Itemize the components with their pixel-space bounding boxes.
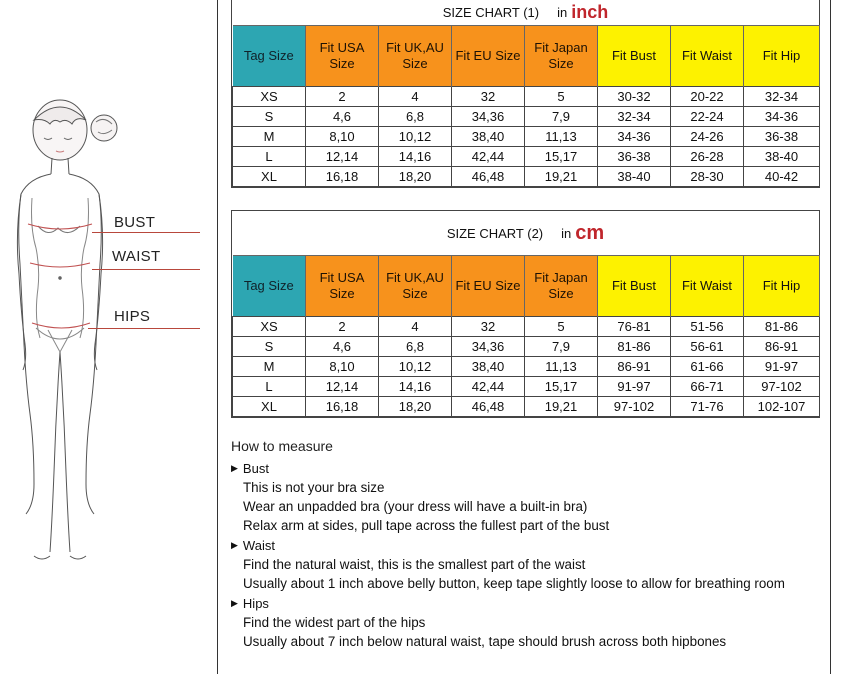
table-cell: 91-97 bbox=[744, 357, 820, 377]
table-cell: 40-42 bbox=[744, 167, 820, 187]
table-cell: 4 bbox=[379, 87, 452, 107]
table-cell: 4,6 bbox=[306, 337, 379, 357]
table-row bbox=[233, 107, 820, 127]
table-cell: 42,44 bbox=[452, 147, 525, 167]
table-cell: 102-107 bbox=[744, 397, 820, 417]
measure-instruction: Usually about 7 inch below natural waist, tape should brush across both hipbones bbox=[243, 634, 727, 649]
table-cell: 36-38 bbox=[744, 127, 820, 147]
tag-size-cell: M bbox=[233, 357, 306, 377]
unit-prefix: in bbox=[561, 225, 572, 241]
hips-label: HIPS bbox=[114, 308, 151, 325]
size-chart-cm bbox=[231, 210, 820, 418]
table-cell: 30-32 bbox=[598, 87, 671, 107]
bullet-triangle-icon: ▶ bbox=[231, 597, 238, 608]
measure-section-name: Hips bbox=[242, 595, 269, 611]
table-header-row bbox=[233, 256, 820, 317]
measure-instruction: Usually about 1 inch above belly button, keep tape slightly loose to allow for breathing room bbox=[243, 576, 785, 591]
chart-title-row bbox=[232, 0, 819, 25]
table-cell: 51-56 bbox=[671, 317, 744, 337]
table-cell: 38-40 bbox=[598, 167, 671, 187]
hips-pointer-line bbox=[88, 328, 200, 329]
table-cell: 18,20 bbox=[379, 167, 452, 187]
table-row bbox=[233, 397, 820, 417]
column-header: Fit Waist bbox=[671, 256, 744, 317]
table-cell: 32-34 bbox=[744, 87, 820, 107]
size-table bbox=[232, 255, 820, 417]
bullet-triangle-icon: ▶ bbox=[231, 462, 238, 473]
column-header: Fit Waist bbox=[671, 26, 744, 87]
table-cell: 32-34 bbox=[598, 107, 671, 127]
table-cell: 7,9 bbox=[525, 107, 598, 127]
table-row bbox=[233, 167, 820, 187]
table-cell: 19,21 bbox=[525, 167, 598, 187]
table-row bbox=[233, 357, 820, 377]
table-cell: 15,17 bbox=[525, 377, 598, 397]
table-row bbox=[233, 377, 820, 397]
measure-instruction: This is not your bra size bbox=[243, 480, 385, 495]
table-cell: 97-102 bbox=[744, 377, 820, 397]
table-cell: 26-28 bbox=[671, 147, 744, 167]
table-cell: 42,44 bbox=[452, 377, 525, 397]
table-cell: 15,17 bbox=[525, 147, 598, 167]
table-cell: 46,48 bbox=[452, 397, 525, 417]
table-row bbox=[233, 127, 820, 147]
chart-title-row bbox=[232, 211, 819, 255]
table-cell: 11,13 bbox=[525, 127, 598, 147]
table-row bbox=[233, 147, 820, 167]
column-header: Fit Bust bbox=[598, 26, 671, 87]
column-header: Fit Hip bbox=[744, 256, 820, 317]
tag-size-cell: XL bbox=[233, 167, 306, 187]
table-cell: 38,40 bbox=[452, 127, 525, 147]
table-header-row bbox=[233, 26, 820, 87]
table-cell: 7,9 bbox=[525, 337, 598, 357]
column-header: Fit USA Size bbox=[306, 256, 379, 317]
column-header: Fit Bust bbox=[598, 256, 671, 317]
table-cell: 81-86 bbox=[598, 337, 671, 357]
tag-size-cell: XS bbox=[233, 87, 306, 107]
tag-size-cell: L bbox=[233, 147, 306, 167]
tag-size-cell: L bbox=[233, 377, 306, 397]
measure-section-name: Waist bbox=[242, 537, 275, 553]
table-cell: 66-71 bbox=[671, 377, 744, 397]
tag-size-cell: XS bbox=[233, 317, 306, 337]
column-header: Fit Hip bbox=[744, 26, 820, 87]
table-cell: 34,36 bbox=[452, 107, 525, 127]
table-cell: 22-24 bbox=[671, 107, 744, 127]
table-row bbox=[233, 87, 820, 107]
column-header: Tag Size bbox=[233, 256, 306, 317]
measure-section-heading bbox=[231, 535, 831, 555]
measure-instruction: Find the widest part of the hips bbox=[243, 615, 426, 630]
table-cell: 4,6 bbox=[306, 107, 379, 127]
table-cell: 14,16 bbox=[379, 147, 452, 167]
bust-label: BUST bbox=[114, 214, 156, 231]
table-cell: 97-102 bbox=[598, 397, 671, 417]
measure-instruction: Relax arm at sides, pull tape across the fullest part of the bust bbox=[243, 518, 610, 533]
table-cell: 36-38 bbox=[598, 147, 671, 167]
table-cell: 20-22 bbox=[671, 87, 744, 107]
chart-title: SIZE CHART (1) bbox=[442, 4, 540, 20]
table-cell: 46,48 bbox=[452, 167, 525, 187]
how-to-measure bbox=[231, 438, 831, 651]
size-table bbox=[232, 25, 820, 187]
unit-prefix: in bbox=[557, 4, 568, 20]
table-cell: 86-91 bbox=[744, 337, 820, 357]
size-chart-inch bbox=[231, 0, 820, 188]
table-cell: 16,18 bbox=[306, 167, 379, 187]
bust-pointer-line bbox=[92, 232, 200, 233]
chart-title: SIZE CHART (2) bbox=[446, 225, 544, 241]
table-cell: 2 bbox=[306, 317, 379, 337]
table-cell: 32 bbox=[452, 317, 525, 337]
waist-pointer-line bbox=[92, 269, 200, 270]
unit-label: cm bbox=[575, 221, 605, 244]
table-cell: 71-76 bbox=[671, 397, 744, 417]
measure-section-heading bbox=[231, 593, 831, 613]
column-header: Fit UK,AU Size bbox=[379, 26, 452, 87]
table-cell: 4 bbox=[379, 317, 452, 337]
table-cell: 24-26 bbox=[671, 127, 744, 147]
measure-instruction: Find the natural waist, this is the smallest part of the waist bbox=[243, 557, 586, 572]
tag-size-cell: XL bbox=[233, 397, 306, 417]
table-cell: 34-36 bbox=[744, 107, 820, 127]
table-cell: 10,12 bbox=[379, 127, 452, 147]
table-cell: 8,10 bbox=[306, 127, 379, 147]
measure-section-name: Bust bbox=[242, 460, 269, 476]
table-cell: 5 bbox=[525, 317, 598, 337]
table-cell: 28-30 bbox=[671, 167, 744, 187]
table-cell: 32 bbox=[452, 87, 525, 107]
unit-label: inch bbox=[571, 1, 609, 22]
table-cell: 16,18 bbox=[306, 397, 379, 417]
column-header: Fit Japan Size bbox=[525, 256, 598, 317]
column-header: Tag Size bbox=[233, 26, 306, 87]
table-cell: 38,40 bbox=[452, 357, 525, 377]
table-cell: 34-36 bbox=[598, 127, 671, 147]
tag-size-cell: S bbox=[233, 337, 306, 357]
column-header: Fit EU Size bbox=[452, 26, 525, 87]
table-cell: 6,8 bbox=[379, 107, 452, 127]
table-cell: 91-97 bbox=[598, 377, 671, 397]
measure-section-heading bbox=[231, 458, 831, 478]
bullet-triangle-icon: ▶ bbox=[231, 539, 238, 550]
tag-size-cell: M bbox=[233, 127, 306, 147]
column-header: Fit EU Size bbox=[452, 256, 525, 317]
table-cell: 76-81 bbox=[598, 317, 671, 337]
table-cell: 12,14 bbox=[306, 377, 379, 397]
table-cell: 56-61 bbox=[671, 337, 744, 357]
table-cell: 81-86 bbox=[744, 317, 820, 337]
body-figure-illustration bbox=[0, 78, 215, 578]
table-cell: 10,12 bbox=[379, 357, 452, 377]
table-cell: 18,20 bbox=[379, 397, 452, 417]
table-cell: 86-91 bbox=[598, 357, 671, 377]
table-cell: 19,21 bbox=[525, 397, 598, 417]
table-cell: 2 bbox=[306, 87, 379, 107]
table-row bbox=[233, 337, 820, 357]
table-cell: 6,8 bbox=[379, 337, 452, 357]
how-to-measure-title: How to measure bbox=[231, 438, 333, 454]
table-cell: 14,16 bbox=[379, 377, 452, 397]
waist-label: WAIST bbox=[112, 248, 161, 265]
column-header: Fit UK,AU Size bbox=[379, 256, 452, 317]
column-header: Fit Japan Size bbox=[525, 26, 598, 87]
table-cell: 38-40 bbox=[744, 147, 820, 167]
table-row bbox=[233, 317, 820, 337]
table-cell: 34,36 bbox=[452, 337, 525, 357]
table-cell: 5 bbox=[525, 87, 598, 107]
table-cell: 8,10 bbox=[306, 357, 379, 377]
table-cell: 12,14 bbox=[306, 147, 379, 167]
column-header: Fit USA Size bbox=[306, 26, 379, 87]
measure-instruction: Wear an unpadded bra (your dress will have a built-in bra) bbox=[243, 499, 588, 514]
table-cell: 11,13 bbox=[525, 357, 598, 377]
left-page-border bbox=[217, 0, 218, 674]
tag-size-cell: S bbox=[233, 107, 306, 127]
table-cell: 61-66 bbox=[671, 357, 744, 377]
